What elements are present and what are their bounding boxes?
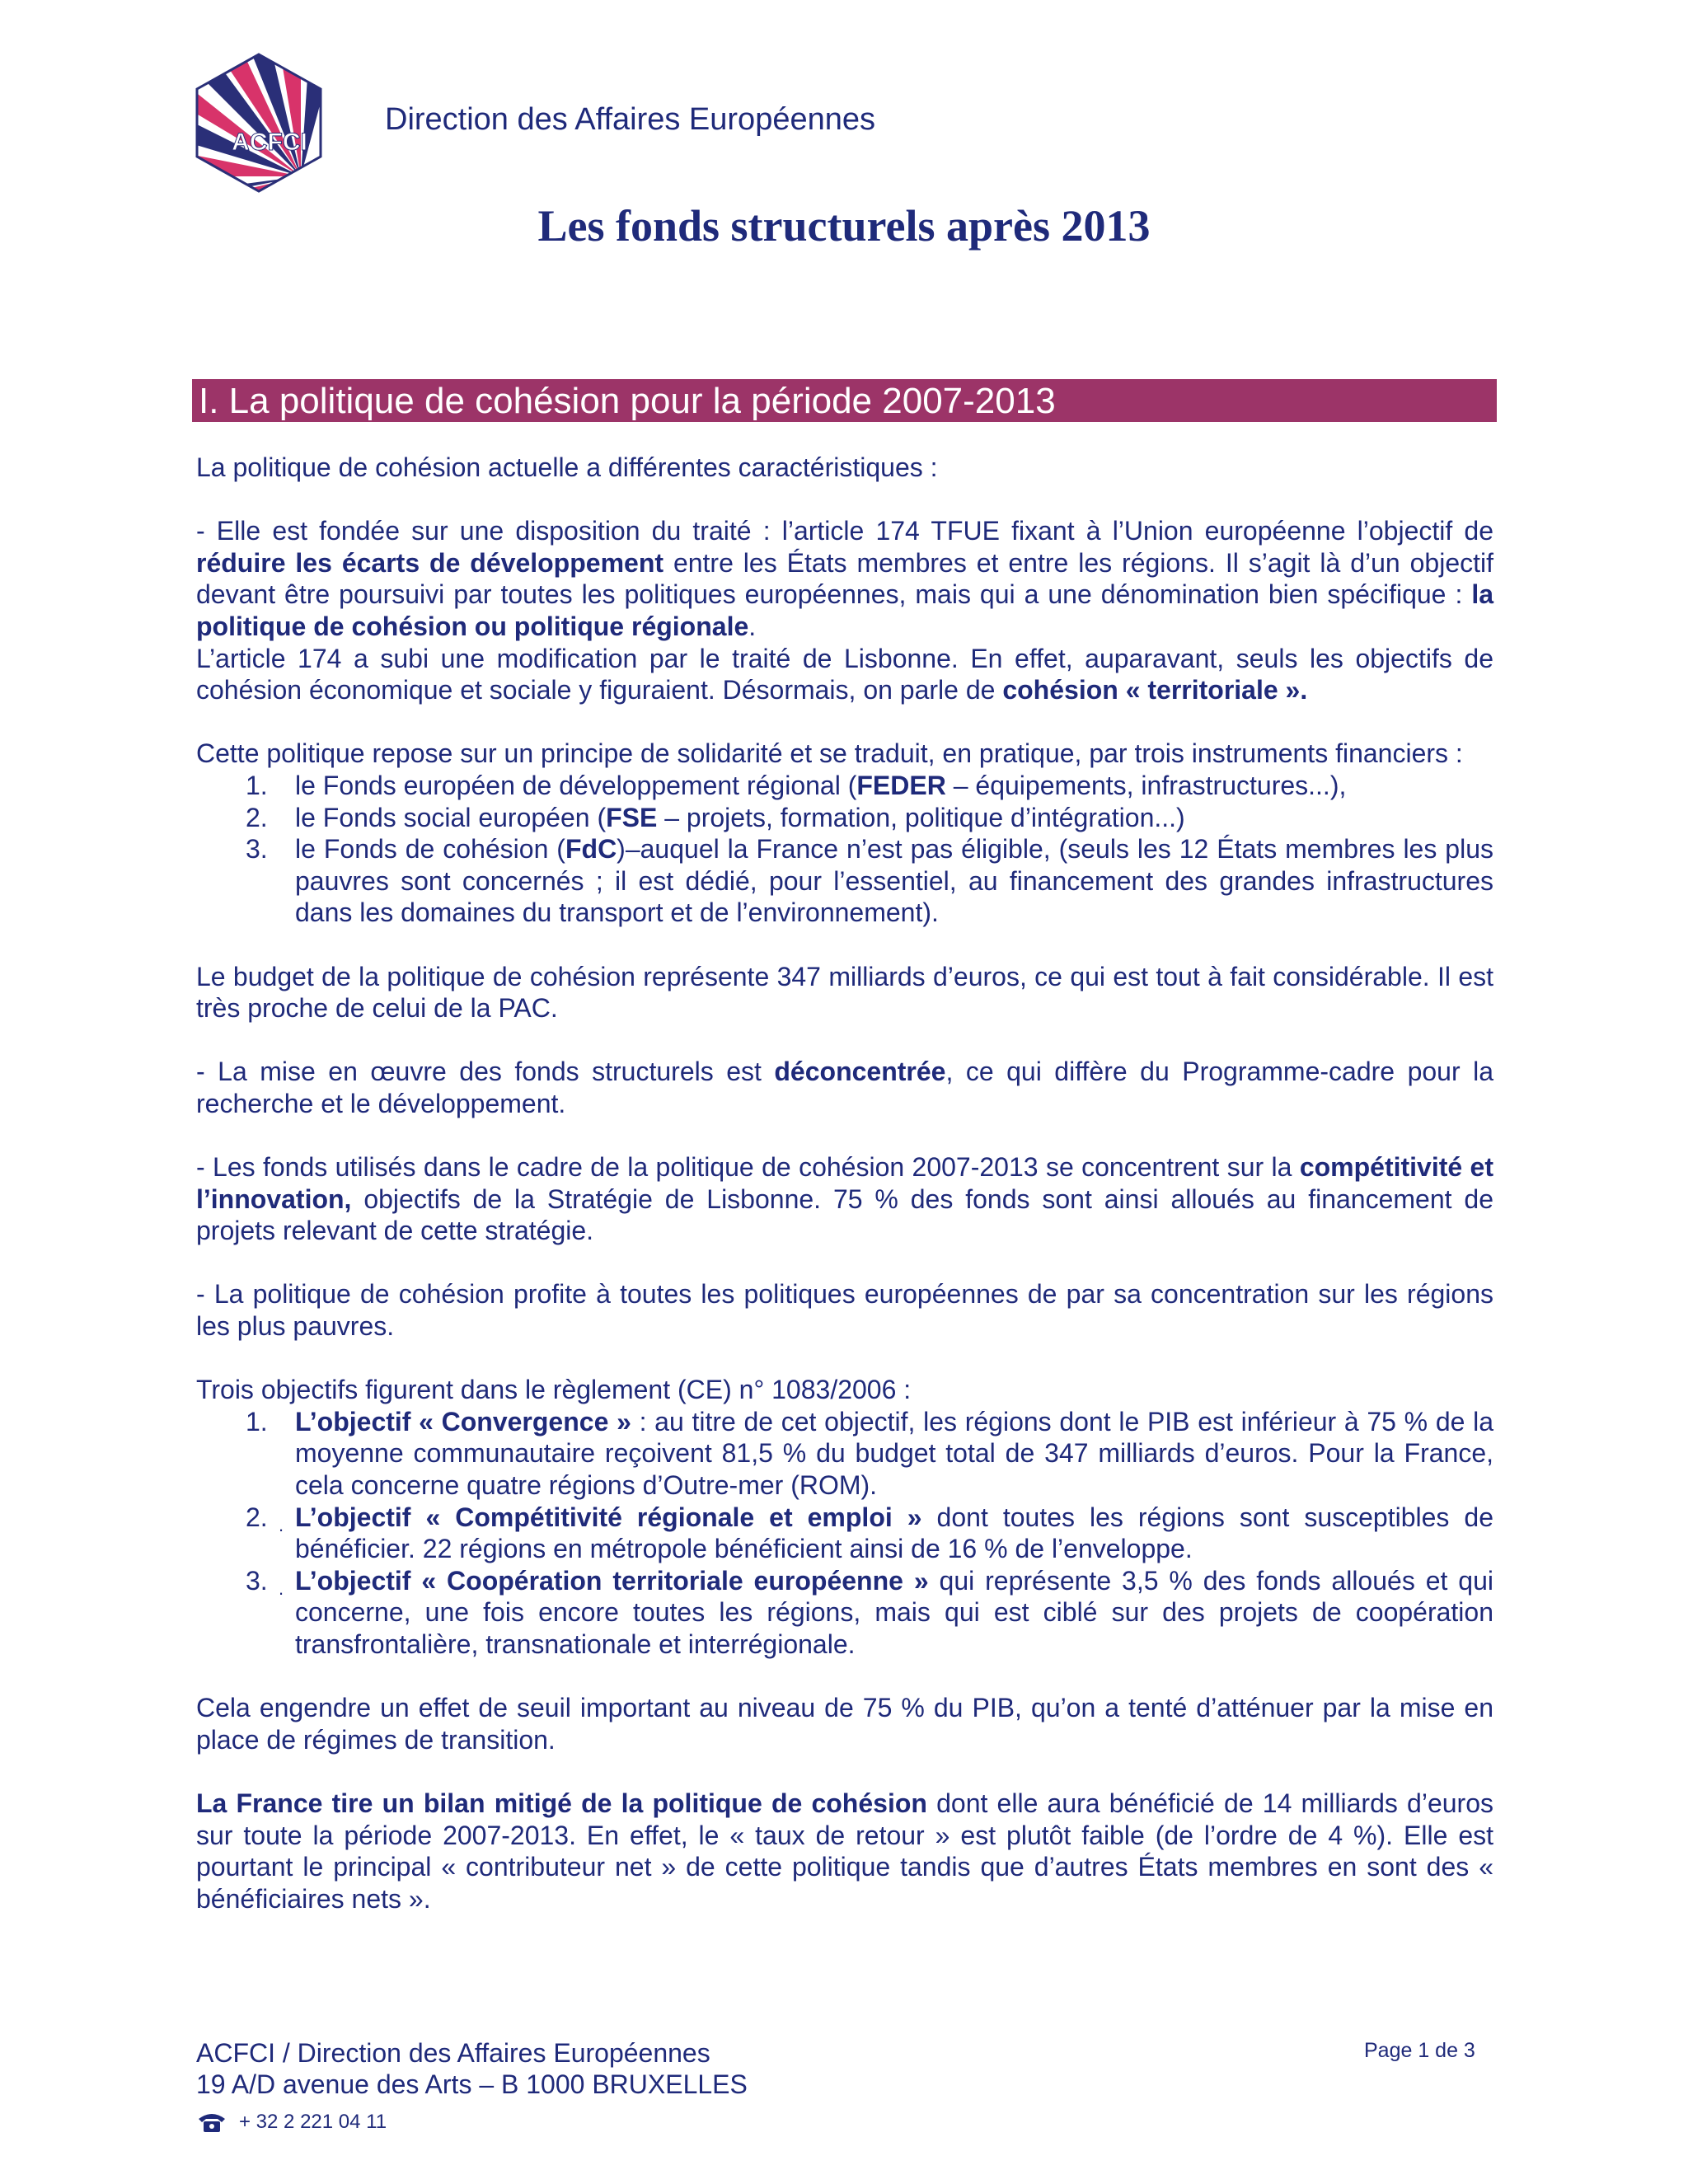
intro-paragraph: La politique de cohésion actuelle a différentes caractéristiques :: [196, 452, 938, 482]
competitiveness-paragraph: - Les fonds utilisés dans le cadre de la politique de cohésion 2007-2013 se concentrent sur la compétitivité et l’innovation, objectifs de la Stratégie de Lisbonne. 75 % des fonds sont ainsi alloués au financement de projets relevant de cette stratégie.: [196, 1152, 1494, 1246]
stray-dot: .: [279, 1577, 284, 1599]
threshold-paragraph: Cela engendre un effet de seuil important au niveau de 75 % du PIB, qu’on a tenté d’atténuer par la mise en place de régimes de transition.: [196, 1693, 1493, 1755]
svg-text:ACFCI: ACFCI: [232, 129, 307, 156]
footer-address: 19 A/D avenue des Arts – B 1000 BRUXELLES: [196, 2069, 748, 2099]
objectives-list: [196, 1406, 1493, 1661]
section-heading: I. La politique de cohésion pour la période 2007-2013: [199, 381, 1056, 421]
telephone-icon: [196, 2111, 227, 2134]
document-body: [196, 452, 1493, 1915]
list-item: 1. le Fonds européen de développement régional (FEDER – équipements, infrastructures...),: [246, 770, 1347, 800]
france-assessment-paragraph: La France tire un bilan mitigé de la politique de cohésion dont elle aura bénéficié de 14 milliards d’euros sur toute la période 2007-2013. En effet, le « taux de retour » est plutôt faible (de l’ordre de 4 %). Elle est pourtant le principal « contributeur net » de cette politique tandis que d’autres États membres en sont des « bénéficiaires nets ».: [196, 1788, 1494, 1914]
deconcentration-paragraph: - La mise en œuvre des fonds structurels est déconcentrée, ce qui diffère du Programme-cadre pour la recherche et le développement.: [196, 1057, 1493, 1118]
page-number: Page 1 de 3: [1364, 2039, 1475, 2062]
budget-paragraph: Le budget de la politique de cohésion représente 347 milliards d’euros, ce qui est tout à fait considérable. Il est très proche de celui de la PAC.: [196, 961, 1493, 1024]
list-item: 2. . L’objectif « Compétitivité régionale et emploi » dont toutes les régions sont susceptibles de bénéficier. 22 régions en métropole bénéficient ainsi de 16 % de l’enveloppe.: [246, 1502, 1494, 1564]
instruments-list: [196, 770, 1493, 929]
lisbon-paragraph: L’article 174 a subi une modification par le traité de Lisbonne. En effet, auparavant, seuls les objectifs de cohésion économique et sociale y figuraient. Désormais, on parle de cohésion « territoriale ».: [196, 643, 1493, 705]
list-item: 3. . L’objectif « Coopération territoriale européenne » qui représente 3,5 % des fonds alloués et qui concerne, une fois encore toutes les régions, mais qui est ciblé sur des projets de coopération transfrontalière, transnationale et interrégionale.: [246, 1565, 1494, 1659]
footer-phone: [196, 2107, 748, 2138]
section-heading-bar: [192, 379, 1497, 422]
footer-org: ACFCI / Direction des Affaires Européennes: [196, 2038, 710, 2068]
acfci-logo: [194, 53, 324, 193]
list-item: 1. L’objectif « Convergence » : au titre de cet objectif, les régions dont le PIB est inférieur à 75 % de la moyenne communautaire reçoivent 81,5 % du budget total de 347 milliards d’euros. Pour la France, cela concerne quatre régions d’Outre-mer (ROM).: [246, 1406, 1494, 1500]
list-item: 2. le Fonds social européen (FSE – projets, formation, politique d’intégration...): [246, 802, 1185, 832]
poorest-regions-paragraph: - La politique de cohésion profite à toutes les politiques européennes de par sa concentration sur les régions les plus pauvres.: [196, 1279, 1493, 1342]
footer: [196, 2037, 748, 2138]
instruments-intro: Cette politique repose sur un principe de solidarité et se traduit, en pratique, par trois instruments financiers :: [196, 738, 1463, 769]
objectives-intro: Trois objectifs figurent dans le règlement (CE) n° 1083/2006 :: [196, 1375, 912, 1405]
document-title: Les fonds structurels après 2013: [537, 201, 1151, 251]
organization-header: Direction des Affaires Européennes: [385, 102, 875, 137]
phone-number: + 32 2 221 04 11: [239, 2111, 387, 2133]
list-item: 3. le Fonds de cohésion (FdC)–auquel la France n’est pas éligible, (seuls les 12 États membres les plus pauvres sont concernés ; il est dédié, pour l’essentiel, au financement des grandes infrastructures dans les domaines du transport et de l’environnement).: [246, 834, 1494, 928]
treaty-paragraph: - Elle est fondée sur une disposition du traité : l’article 174 TFUE fixant à l’Union européenne l’objectif de réduire les écarts de développement entre les États membres et entre les régions. Il s’agit là d’un objectif devant être poursuivi par toutes les politiques européennes, mais qui a une dénomination bien spécifique : la politique de cohésion ou politique régionale.: [196, 516, 1493, 641]
stray-dot: .: [279, 1514, 284, 1535]
